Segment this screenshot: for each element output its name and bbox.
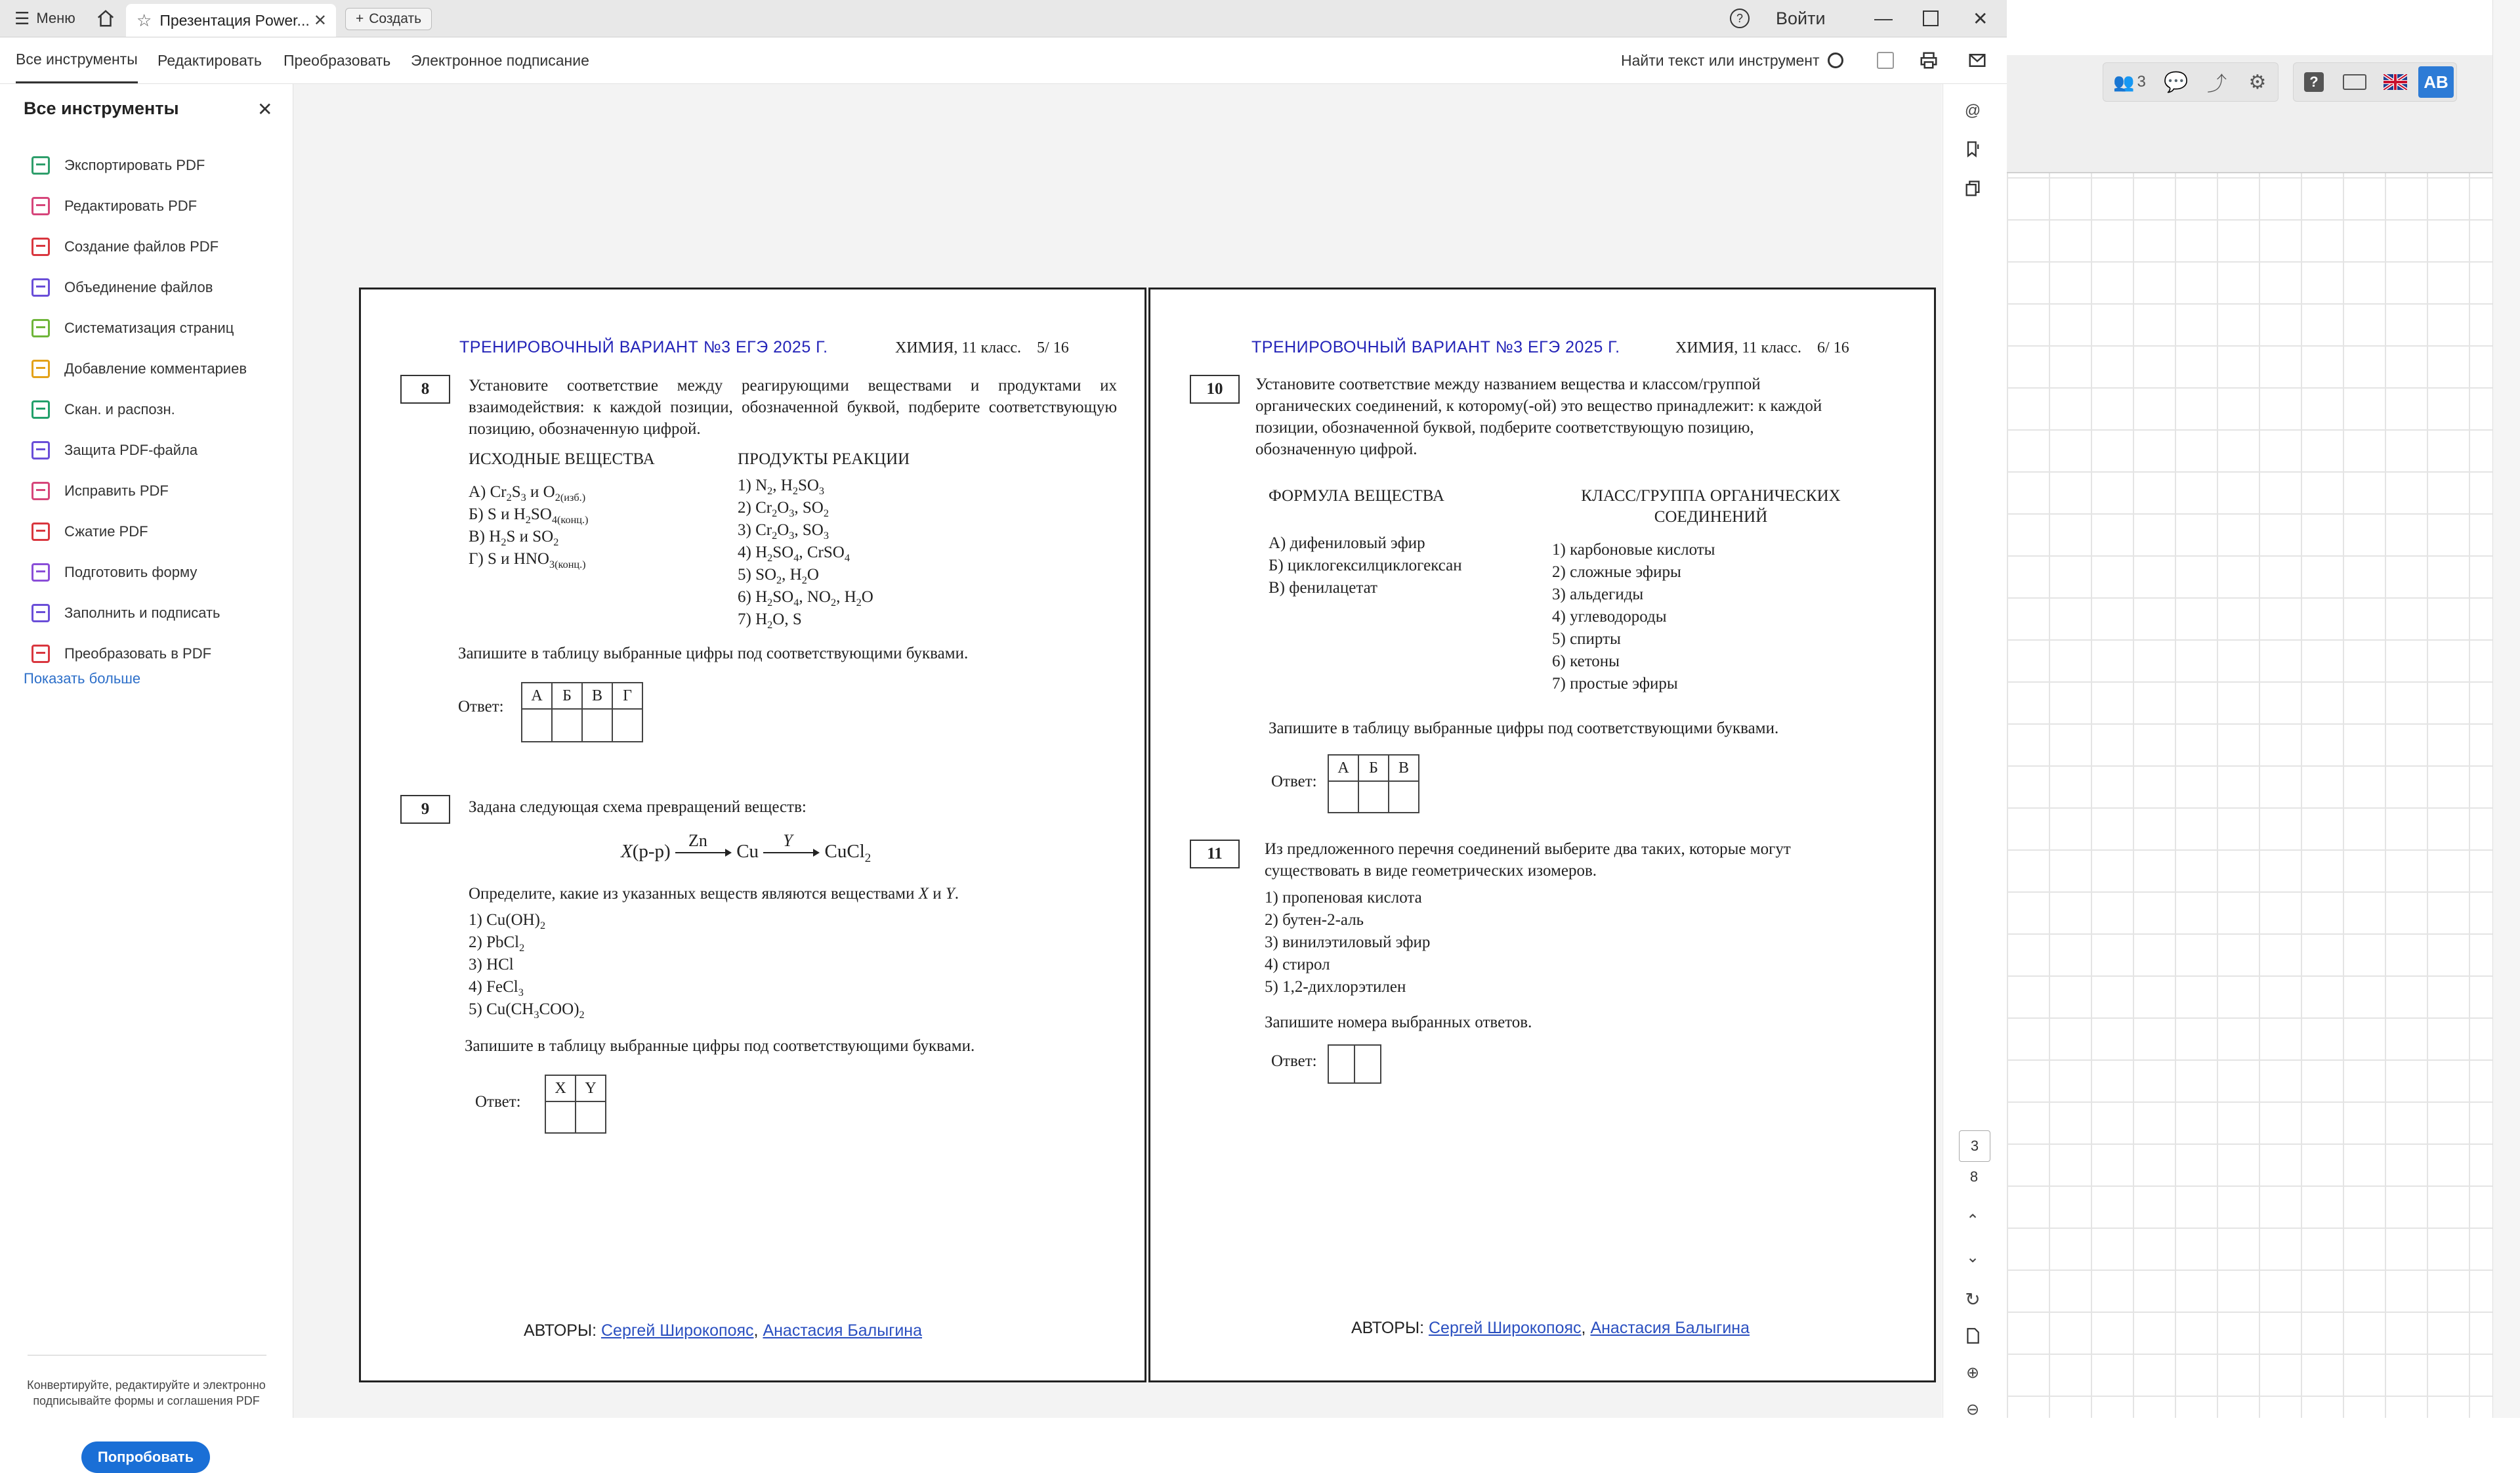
sidebar-item-label: Экспортировать PDF bbox=[64, 157, 205, 173]
q8-header-d: Г bbox=[612, 683, 642, 709]
minimize-button[interactable] bbox=[1874, 0, 1893, 37]
print-button[interactable] bbox=[1919, 37, 1939, 83]
search-tools[interactable] bbox=[1621, 37, 1843, 83]
q9-text: Задана следующая схема превращений веществ: bbox=[469, 798, 807, 816]
add-comments-icon bbox=[32, 360, 50, 378]
login-button[interactable] bbox=[1776, 0, 1826, 37]
right-toolbar bbox=[1942, 84, 2007, 1418]
q11-answer-cell[interactable] bbox=[1328, 1045, 1354, 1083]
bookmark-icon bbox=[1964, 140, 1982, 158]
q10-right-3: 3) альдегиды bbox=[1552, 586, 1644, 603]
authors-label: АВТОРЫ: bbox=[1351, 1319, 1425, 1337]
q10-answer-table[interactable] bbox=[1328, 754, 1419, 813]
fix-pdf-icon bbox=[32, 482, 50, 500]
q11-option-3: 3) винилэтиловый эфир bbox=[1265, 933, 1431, 951]
q10-right-4: 4) углеводороды bbox=[1552, 608, 1667, 626]
maximize-icon bbox=[1923, 11, 1939, 26]
hamburger-icon: ☰ bbox=[14, 8, 30, 28]
q10-left-a: А) дифениловый эфир bbox=[1269, 534, 1425, 552]
q8-product-4: 4) $H_2SO_4$, CrSO$_4$ bbox=[738, 544, 850, 564]
prev-page-button[interactable] bbox=[1962, 1209, 1984, 1231]
help-button[interactable] bbox=[2294, 63, 2334, 101]
q8-answer-cell[interactable] bbox=[612, 709, 642, 742]
document-area[interactable] bbox=[293, 84, 1942, 1418]
q10-header-a: А bbox=[1328, 755, 1358, 781]
mail-button[interactable] bbox=[1967, 37, 1987, 83]
q8-reactant-b: Б) S и $H_2SO_{4(конц.)}$ bbox=[469, 505, 589, 526]
q9-answer-cell[interactable] bbox=[545, 1101, 576, 1133]
total-pages: 8 bbox=[1969, 1168, 1979, 1185]
question-number-8: 8 bbox=[400, 375, 450, 404]
q9-question-and: и bbox=[929, 885, 946, 903]
q10-answer-label: Ответ: bbox=[1271, 773, 1317, 790]
q10-col2-title-1: КЛАСС/ГРУППА ОРГАНИЧЕСКИХ bbox=[1581, 487, 1841, 505]
subject-label: ХИМИЯ, 11 класс. bbox=[1675, 339, 1802, 356]
menu-button[interactable] bbox=[14, 0, 75, 37]
compress-pdf-icon bbox=[32, 523, 50, 541]
language-button[interactable] bbox=[2375, 63, 2416, 101]
login-label: Войти bbox=[1776, 8, 1826, 28]
pdf-page-6 bbox=[1148, 288, 1936, 1382]
second-app-titlebar bbox=[2007, 0, 2520, 56]
tab-title: Презентация Power... bbox=[159, 11, 310, 29]
chevron-down-icon: ⌄ bbox=[1965, 1248, 1980, 1266]
settings-button[interactable] bbox=[2237, 63, 2278, 101]
q11-answer-label: Ответ: bbox=[1271, 1052, 1317, 1070]
second-app-edge bbox=[2492, 0, 2520, 1418]
q8-answer-table[interactable] bbox=[521, 682, 643, 742]
q9-question-end: . bbox=[954, 885, 959, 903]
sidebar-item-protect-pdf[interactable] bbox=[32, 437, 198, 463]
q9-instruction: Запишите в таблицу выбранные цифры под соответствующими буквами. bbox=[465, 1037, 975, 1055]
sidebar-item-convert-to-pdf[interactable] bbox=[32, 641, 211, 667]
bookmark-tool[interactable] bbox=[1962, 138, 1984, 160]
sidebar-item-label: Систематизация страниц bbox=[64, 320, 234, 336]
q9-option-3: 3) HCl bbox=[469, 956, 514, 973]
authors-comma: , bbox=[753, 1321, 759, 1340]
q8-reactant-a: А) $Cr_2S_3$ и $O_{2(изб.)}$ bbox=[469, 483, 586, 503]
sidebar-item-label: Объединение файлов bbox=[64, 279, 213, 295]
arrow-icon bbox=[763, 846, 820, 859]
show-more-link[interactable]: Показать больше bbox=[24, 670, 141, 687]
minimize-icon: — bbox=[1874, 8, 1893, 28]
sidebar-divider bbox=[28, 1355, 266, 1356]
q8-answer-cell[interactable] bbox=[522, 709, 552, 742]
second-app-toolbar bbox=[2103, 63, 2471, 101]
q8-text: Установите соответствие между реагирующими веществами и продуктами их взаимодействия: к каждой позиции, обозначенной буквой, подберите соответствующую позицию, обозначенную цифрой. bbox=[469, 377, 1117, 438]
sidebar-item-label: Преобразовать в PDF bbox=[64, 645, 212, 662]
keyboard-icon bbox=[2343, 74, 2366, 90]
sidebar-item-scan-ocr[interactable] bbox=[32, 396, 175, 423]
q8-product-2: 2) $Cr_2O_3$, $SO_2$ bbox=[738, 499, 829, 519]
q8-header-b: Б bbox=[552, 683, 582, 709]
chevron-up-icon: ⌃ bbox=[1965, 1211, 1980, 1229]
sidebar-item-prepare-form[interactable] bbox=[32, 559, 197, 586]
help-button[interactable] bbox=[1730, 0, 1750, 37]
edit-pdf-icon bbox=[32, 197, 50, 215]
q9-option-1: 1) $Cu(OH)_2$ bbox=[469, 911, 546, 931]
arrow-y bbox=[763, 831, 820, 859]
ab-label: AB bbox=[2418, 66, 2454, 98]
sidebar-item-merge-files[interactable] bbox=[32, 274, 213, 301]
q8-col1-title: ИСХОДНЫЕ ВЕЩЕСТВА bbox=[469, 450, 655, 468]
gear-icon: ⚙ bbox=[2248, 71, 2267, 93]
q8-reactant-d: Г) S и $HNO_{3(конц.)}$ bbox=[469, 550, 586, 570]
q10-header-c: В bbox=[1389, 755, 1419, 781]
save-icon bbox=[1877, 52, 1894, 69]
sidebar-item-label: Создание файлов PDF bbox=[64, 238, 219, 255]
chat-button[interactable] bbox=[2156, 63, 2196, 101]
q8-product-5: 5) $SO_2$, $H_2O$ bbox=[738, 566, 819, 586]
try-button[interactable]: Попробовать bbox=[81, 1441, 210, 1473]
q9-answer-cell[interactable] bbox=[576, 1101, 606, 1133]
q10-text: Установите соответствие между названием вещества и классом/группой органических соединений, к которому(-ой) это вещество принадлежит: к каждой позиции, обозначенной буквой, подберите соответствующую позицию, обозначенную цифрой. bbox=[1255, 375, 1822, 458]
page-number-label: 5/ 16 bbox=[1037, 339, 1069, 356]
pages-tool[interactable] bbox=[1962, 177, 1984, 200]
q9-question-x: X bbox=[918, 885, 929, 903]
menu-row bbox=[0, 37, 2007, 84]
q9-option-4: 4) FeCl$_3$ bbox=[469, 978, 524, 998]
q8-answer-cell[interactable] bbox=[552, 709, 582, 742]
scheme-cu: Cu bbox=[736, 841, 759, 862]
q9-option-5: 5) $Cu(CH_3COO)_2$ bbox=[469, 1000, 585, 1021]
new-tab-label: Создать bbox=[369, 11, 422, 26]
comment-tool[interactable] bbox=[1962, 100, 1984, 122]
subject-label: ХИМИЯ, 11 класс. bbox=[895, 339, 1022, 356]
plus-icon: + bbox=[355, 11, 364, 26]
home-button[interactable] bbox=[96, 0, 116, 37]
sidebar-item-compress-pdf[interactable] bbox=[32, 519, 148, 545]
uk-flag-icon bbox=[2384, 74, 2407, 90]
scan-ocr-icon bbox=[32, 400, 50, 419]
arrow-zn bbox=[675, 831, 732, 859]
q10-answer-cell[interactable] bbox=[1358, 781, 1389, 813]
menu-label: Меню bbox=[36, 10, 75, 26]
keyboard-button[interactable] bbox=[2334, 63, 2375, 101]
q10-left-c: В) фенилацетат bbox=[1269, 579, 1377, 597]
current-page-input[interactable]: 3 bbox=[1959, 1130, 1990, 1162]
author-link[interactable]: Анастасия Балыгина bbox=[763, 1321, 923, 1340]
share-button[interactable] bbox=[2196, 63, 2237, 101]
q8-product-3: 3) $Cr_2O_3$, $SO_3$ bbox=[738, 521, 829, 542]
q8-header-c: В bbox=[582, 683, 612, 709]
close-window-button[interactable] bbox=[1973, 0, 1988, 37]
authors-line bbox=[1351, 1319, 1750, 1338]
close-icon: ✕ bbox=[1973, 8, 1988, 29]
q9-question-y: Y bbox=[945, 885, 955, 903]
merge-files-icon bbox=[32, 278, 50, 297]
scheme-solution: (р-р) bbox=[632, 841, 671, 862]
sidebar-item-label: Заполнить и подписать bbox=[64, 605, 220, 621]
next-page-button[interactable] bbox=[1962, 1246, 1984, 1268]
mail-icon bbox=[1967, 51, 1987, 70]
sidebar-item-fill-sign[interactable] bbox=[32, 600, 220, 626]
create-pdf-icon bbox=[32, 238, 50, 256]
q10-right-2: 2) сложные эфиры bbox=[1552, 563, 1681, 581]
sidebar-item-organize-pages[interactable] bbox=[32, 315, 234, 341]
q11-option-2: 2) бутен-2-аль bbox=[1265, 911, 1364, 929]
scheme-x: X bbox=[621, 841, 633, 862]
q8-instruction: Запишите в таблицу выбранные цифры под соответствующими буквами. bbox=[458, 645, 969, 662]
export-pdf-icon bbox=[32, 156, 50, 175]
page-number-label: 6/ 16 bbox=[1817, 339, 1849, 356]
share-icon: ⤴ bbox=[2207, 74, 2227, 95]
protect-pdf-icon bbox=[32, 441, 50, 459]
authors-label: АВТОРЫ: bbox=[524, 1321, 597, 1340]
search-icon bbox=[1828, 53, 1843, 68]
q10-right-1: 1) карбоновые кислоты bbox=[1552, 541, 1715, 559]
q11-text: Из предложенного перечня соединений выберите два таких, которые могут существовать в виде геометрических изомеров. bbox=[1265, 840, 1791, 880]
sidebar-item-label: Скан. и распозн. bbox=[64, 401, 175, 417]
q8-header-a: А bbox=[522, 683, 552, 709]
collab-group bbox=[2103, 62, 2278, 102]
q8-answer-cell[interactable] bbox=[582, 709, 612, 742]
sidebar-item-add-comments[interactable] bbox=[32, 356, 247, 382]
home-icon bbox=[96, 9, 116, 28]
star-icon[interactable]: ☆ bbox=[136, 10, 152, 30]
authors-line bbox=[524, 1321, 922, 1340]
sidebar-item-create-pdf[interactable] bbox=[32, 234, 219, 260]
q9-header-y: Y bbox=[576, 1075, 606, 1101]
document-icon bbox=[1964, 1327, 1981, 1345]
q9-header-x: X bbox=[545, 1075, 576, 1101]
q11-option-1: 1) пропеновая кислота bbox=[1265, 889, 1422, 907]
page-header-subject bbox=[1675, 339, 1849, 357]
sidebar-item-label: Добавление комментариев bbox=[64, 360, 247, 377]
maximize-button[interactable] bbox=[1923, 0, 1939, 37]
scheme-y: Y bbox=[783, 831, 793, 851]
author-link[interactable]: Сергей Широкопояс bbox=[1428, 1319, 1582, 1337]
q10-answer-cell[interactable] bbox=[1328, 781, 1358, 813]
q11-answer-cell[interactable] bbox=[1354, 1045, 1381, 1083]
question-number-11: 11 bbox=[1190, 840, 1240, 868]
q10-answer-cell[interactable] bbox=[1389, 781, 1419, 813]
rotate-button[interactable] bbox=[1962, 1288, 1984, 1310]
page-header-title: ТРЕНИРОВОЧНЫЙ ВАРИАНТ №3 ЕГЭ 2025 Г. bbox=[459, 338, 828, 356]
question-number-9: 9 bbox=[400, 795, 450, 824]
author-link[interactable]: Анастасия Балыгина bbox=[1590, 1319, 1750, 1337]
zoom-out-icon: ⊖ bbox=[1965, 1400, 1980, 1419]
sidebar-close-icon[interactable]: ✕ bbox=[257, 99, 273, 119]
convert-to-pdf-icon bbox=[32, 645, 50, 663]
q9-question-start: Определите, какие из указанных веществ являются веществами bbox=[469, 885, 919, 903]
authors-comma: , bbox=[1581, 1319, 1586, 1337]
print-icon bbox=[1919, 51, 1939, 70]
q10-col2-title-2: СОЕДИНЕНИЙ bbox=[1654, 508, 1768, 526]
menu-edit[interactable]: Редактировать bbox=[158, 51, 262, 69]
sidebar-title: Все инструменты bbox=[24, 98, 179, 118]
q9-scheme bbox=[621, 831, 872, 872]
refresh-icon: ↻ bbox=[1965, 1289, 1981, 1310]
q9-question bbox=[469, 883, 959, 905]
promo-text: Конвертируйте, редактируйте и электронно подписывайте формы и соглашения PDF bbox=[27, 1378, 266, 1407]
search-label: Найти текст или инструмент bbox=[1621, 51, 1820, 69]
q10-right-6: 6) кетоны bbox=[1552, 652, 1620, 670]
q10-left-b: Б) циклогексилциклогексан bbox=[1269, 557, 1462, 574]
q11-answer-table[interactable] bbox=[1328, 1044, 1381, 1084]
q11-option-5: 5) 1,2-дихлорэтилен bbox=[1265, 978, 1406, 996]
q8-col2-title: ПРОДУКТЫ РЕАКЦИИ bbox=[738, 450, 910, 468]
q10-col1-title: ФОРМУЛА ВЕЩЕСТВА bbox=[1269, 487, 1444, 505]
users-button[interactable] bbox=[2103, 63, 2156, 101]
sidebar-item-label: Защита PDF-файла bbox=[64, 442, 198, 458]
second-app-window bbox=[2007, 0, 2520, 1418]
close-tab-icon[interactable]: ✕ bbox=[313, 11, 327, 30]
scheme-zn: Zn bbox=[688, 831, 707, 851]
organize-pages-icon bbox=[32, 319, 50, 337]
sidebar-item-edit-pdf[interactable] bbox=[32, 193, 197, 219]
q11-option-4: 4) стирол bbox=[1265, 956, 1330, 973]
scheme-cucl2: CuCl$_2$ bbox=[824, 841, 872, 865]
fill-sign-icon bbox=[32, 604, 50, 622]
pdf-page-5 bbox=[359, 288, 1146, 1382]
new-tab-button[interactable] bbox=[345, 8, 432, 30]
q9-answer-label: Ответ: bbox=[475, 1093, 521, 1111]
sidebar-item-fix-pdf[interactable] bbox=[32, 478, 169, 504]
help-icon: ? bbox=[2304, 72, 2324, 92]
page-header-subject bbox=[895, 339, 1069, 357]
sidebar-item-label: Подготовить форму bbox=[64, 564, 198, 580]
chat-icon: 💬 bbox=[2164, 71, 2189, 93]
copy-pages-icon bbox=[1964, 179, 1982, 198]
users-icon: 👥 bbox=[2113, 72, 2135, 92]
question-number-10: 10 bbox=[1190, 375, 1240, 404]
q9-option-2: 2) PbCl$_2$ bbox=[469, 933, 525, 954]
save-button[interactable] bbox=[1877, 37, 1894, 83]
ab-button[interactable] bbox=[2416, 63, 2456, 101]
help-group bbox=[2293, 62, 2457, 102]
q10-right-5: 5) спирты bbox=[1552, 630, 1621, 648]
tab-bar bbox=[0, 0, 2007, 37]
tab-presentation[interactable] bbox=[126, 4, 336, 37]
q9-answer-table[interactable] bbox=[545, 1075, 606, 1134]
q8-product-7: 7) $H_2O$, S bbox=[738, 610, 802, 631]
sidebar bbox=[0, 84, 293, 1465]
page-header-title: ТРЕНИРОВОЧНЫЙ ВАРИАНТ №3 ЕГЭ 2025 Г. bbox=[1251, 338, 1620, 356]
zoom-out-button[interactable] bbox=[1962, 1398, 1984, 1420]
sidebar-item-label: Сжатие PDF bbox=[64, 523, 148, 540]
q11-instruction: Запишите номера выбранных ответов. bbox=[1265, 1014, 1532, 1031]
author-link[interactable]: Сергей Широкопояс bbox=[600, 1321, 754, 1340]
users-count: 3 bbox=[2137, 73, 2146, 91]
q10-header-b: Б bbox=[1358, 755, 1389, 781]
sidebar-item-label: Редактировать PDF bbox=[64, 198, 198, 214]
q10-right-7: 7) простые эфиры bbox=[1552, 675, 1678, 693]
q8-answer-label: Ответ: bbox=[458, 698, 504, 715]
menu-all-tools[interactable]: Все инструменты bbox=[16, 37, 138, 83]
arrow-icon bbox=[675, 846, 732, 859]
q10-instruction: Запишите в таблицу выбранные цифры под соответствующими буквами. bbox=[1269, 719, 1779, 737]
q8-product-6: 6) $H_2SO_4$, $NO_2$, $H_2O$ bbox=[738, 588, 873, 608]
sidebar-item-label: Исправить PDF bbox=[64, 482, 169, 499]
q8-product-1: 1) $N_2$, $H_2SO_3$ bbox=[738, 477, 825, 497]
at-icon: @ bbox=[1964, 102, 1981, 119]
zoom-in-button[interactable] bbox=[1962, 1361, 1984, 1384]
menu-convert[interactable]: Преобразовать bbox=[284, 51, 391, 69]
menu-esign[interactable]: Электронное подписание bbox=[411, 51, 589, 69]
page-settings-button[interactable] bbox=[1962, 1325, 1984, 1347]
help-circle-icon: ? bbox=[1730, 9, 1750, 28]
zoom-in-icon: ⊕ bbox=[1965, 1363, 1980, 1382]
sidebar-item-export-pdf[interactable] bbox=[32, 152, 205, 179]
q8-reactant-c: В) $H_2S$ и $SO_2$ bbox=[469, 528, 559, 548]
prepare-form-icon bbox=[32, 563, 50, 582]
